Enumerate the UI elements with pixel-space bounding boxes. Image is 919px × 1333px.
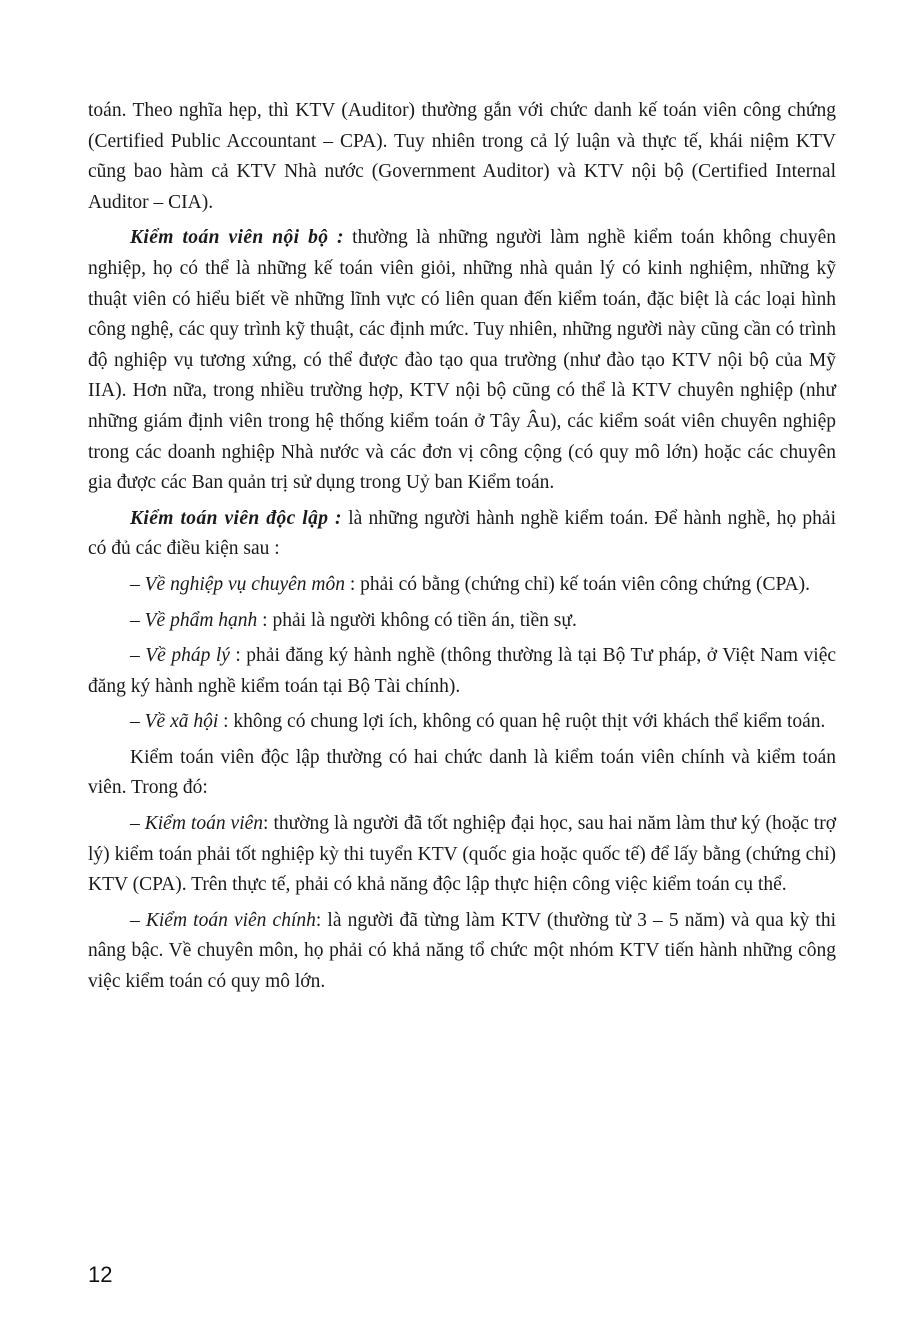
paragraph-text: : phải đăng ký hành nghề (thông thường là tại Bộ Tư pháp, ở Việt Nam việc đăng ký hành nghề kiểm toán tại Bộ Tài chính). xyxy=(88,645,837,697)
paragraph-text: : thường là người đã tốt nghiệp đại học, sau hai năm làm thư ký (hoặc trợ lý) kiểm toán phải tốt nghiệp kỳ thi tuyển KTV (quốc gia hoặc quốc tế) để lấy bằng (chứng chỉ) KTV (CPA). Trên thực tế, phải có khả năng độc lập thực hiện công việc kiểm toán cụ thể. xyxy=(88,813,837,896)
term-heading: Kiểm toán viên độc lập : xyxy=(130,507,342,529)
paragraph-text: – xyxy=(130,711,145,733)
paragraph-text: toán. Theo nghĩa hẹp, thì KTV (Auditor) thường gắn với chức danh kế toán viên công chứng (Certified Public Accountant – CPA). Tuy nhiên trong cả lý luận và thực tế, khái niệm KTV cũng bao hàm cả KTV Nhà nước (Government Auditor) và KTV nội bộ (Certified Internal Auditor – CIA). xyxy=(88,100,836,213)
paragraph-text: là những người hành nghề kiểm toán. Để hành nghề, họ phải có đủ các điều kiện sau : xyxy=(88,507,837,560)
italic-label: Kiểm toán viên chính xyxy=(145,909,316,931)
paragraph-p5 xyxy=(88,606,836,637)
body-text xyxy=(88,96,836,998)
paragraph-text: : phải là người không có tiền án, tiền sự. xyxy=(257,609,577,631)
italic-label: Kiểm toán viên xyxy=(144,813,264,835)
paragraph-text: – xyxy=(130,909,146,931)
paragraph-p7 xyxy=(88,707,836,738)
paragraph-p8 xyxy=(88,743,836,804)
paragraph-p1 xyxy=(88,96,836,218)
page-number: 12 xyxy=(88,1262,113,1287)
paragraph-text: thường là những người làm nghề kiểm toán không chuyên nghiệp, họ có thể là những kế toán viên giỏi, những nhà quản lý có kinh nghiệm, những kỹ thuật viên có hiểu biết về những lĩnh vực có liên quan đến kiểm toán, đặc biệt là các loại hình công nghệ, các quy trình kỹ thuật, các định mức. Tuy nhiên, những người này cũng cần có trình độ nghiệp vụ tương xứng, có thể được đào tạo qua trường (như đào tạo KTV nội bộ của Mỹ IIA). Hơn nữa, trong nhiều trường hợp, KTV nội bộ cũng có thể là KTV chuyên nghiệp (như những giám định viên trong hệ thống kiểm toán ở Tây Âu), các kiểm soát viên chuyên nghiệp trong các doanh nghiệp Nhà nước và các đơn vị công cộng (có quy mô lớn) hoặc các chuyên gia được các Ban quản trị sử dụng trong Uỷ ban Kiểm toán. xyxy=(88,227,836,494)
paragraph-text: : không có chung lợi ích, không có quan hệ ruột thịt với khách thể kiểm toán. xyxy=(218,711,826,733)
italic-label: Về xã hội xyxy=(144,711,219,733)
paragraph-text: – xyxy=(130,573,145,595)
paragraph-p4 xyxy=(88,570,836,601)
paragraph-p10 xyxy=(88,906,836,998)
italic-label: Về phẩm hạnh xyxy=(144,609,258,631)
paragraph-text: : phải có bằng (chứng chỉ) kế toán viên công chứng (CPA). xyxy=(344,573,810,595)
paragraph-p6 xyxy=(88,641,836,702)
paragraph-p3 xyxy=(88,504,836,565)
paragraph-text: – xyxy=(130,609,145,631)
paragraph-text: : là người đã từng làm KTV (thường từ 3 – 5 năm) và qua kỳ thi nâng bậc. Về chuyên môn, họ phải có khả năng tổ chức một nhóm KTV tiến hành những công việc kiểm toán có quy mô lớn. xyxy=(88,909,836,993)
italic-label: Về nghiệp vụ chuyên môn xyxy=(144,573,345,595)
paragraph-text: – xyxy=(130,813,145,835)
paragraph-p2 xyxy=(88,223,836,498)
italic-label: Về pháp lý xyxy=(145,645,230,667)
paragraph-text: Kiểm toán viên độc lập thường có hai chức danh là kiểm toán viên chính và kiểm toán viên. Trong đó: xyxy=(88,746,836,799)
term-heading: Kiểm toán viên nội bộ : xyxy=(130,227,344,249)
paragraph-p9 xyxy=(88,809,836,901)
paragraph-text: – xyxy=(130,645,146,667)
